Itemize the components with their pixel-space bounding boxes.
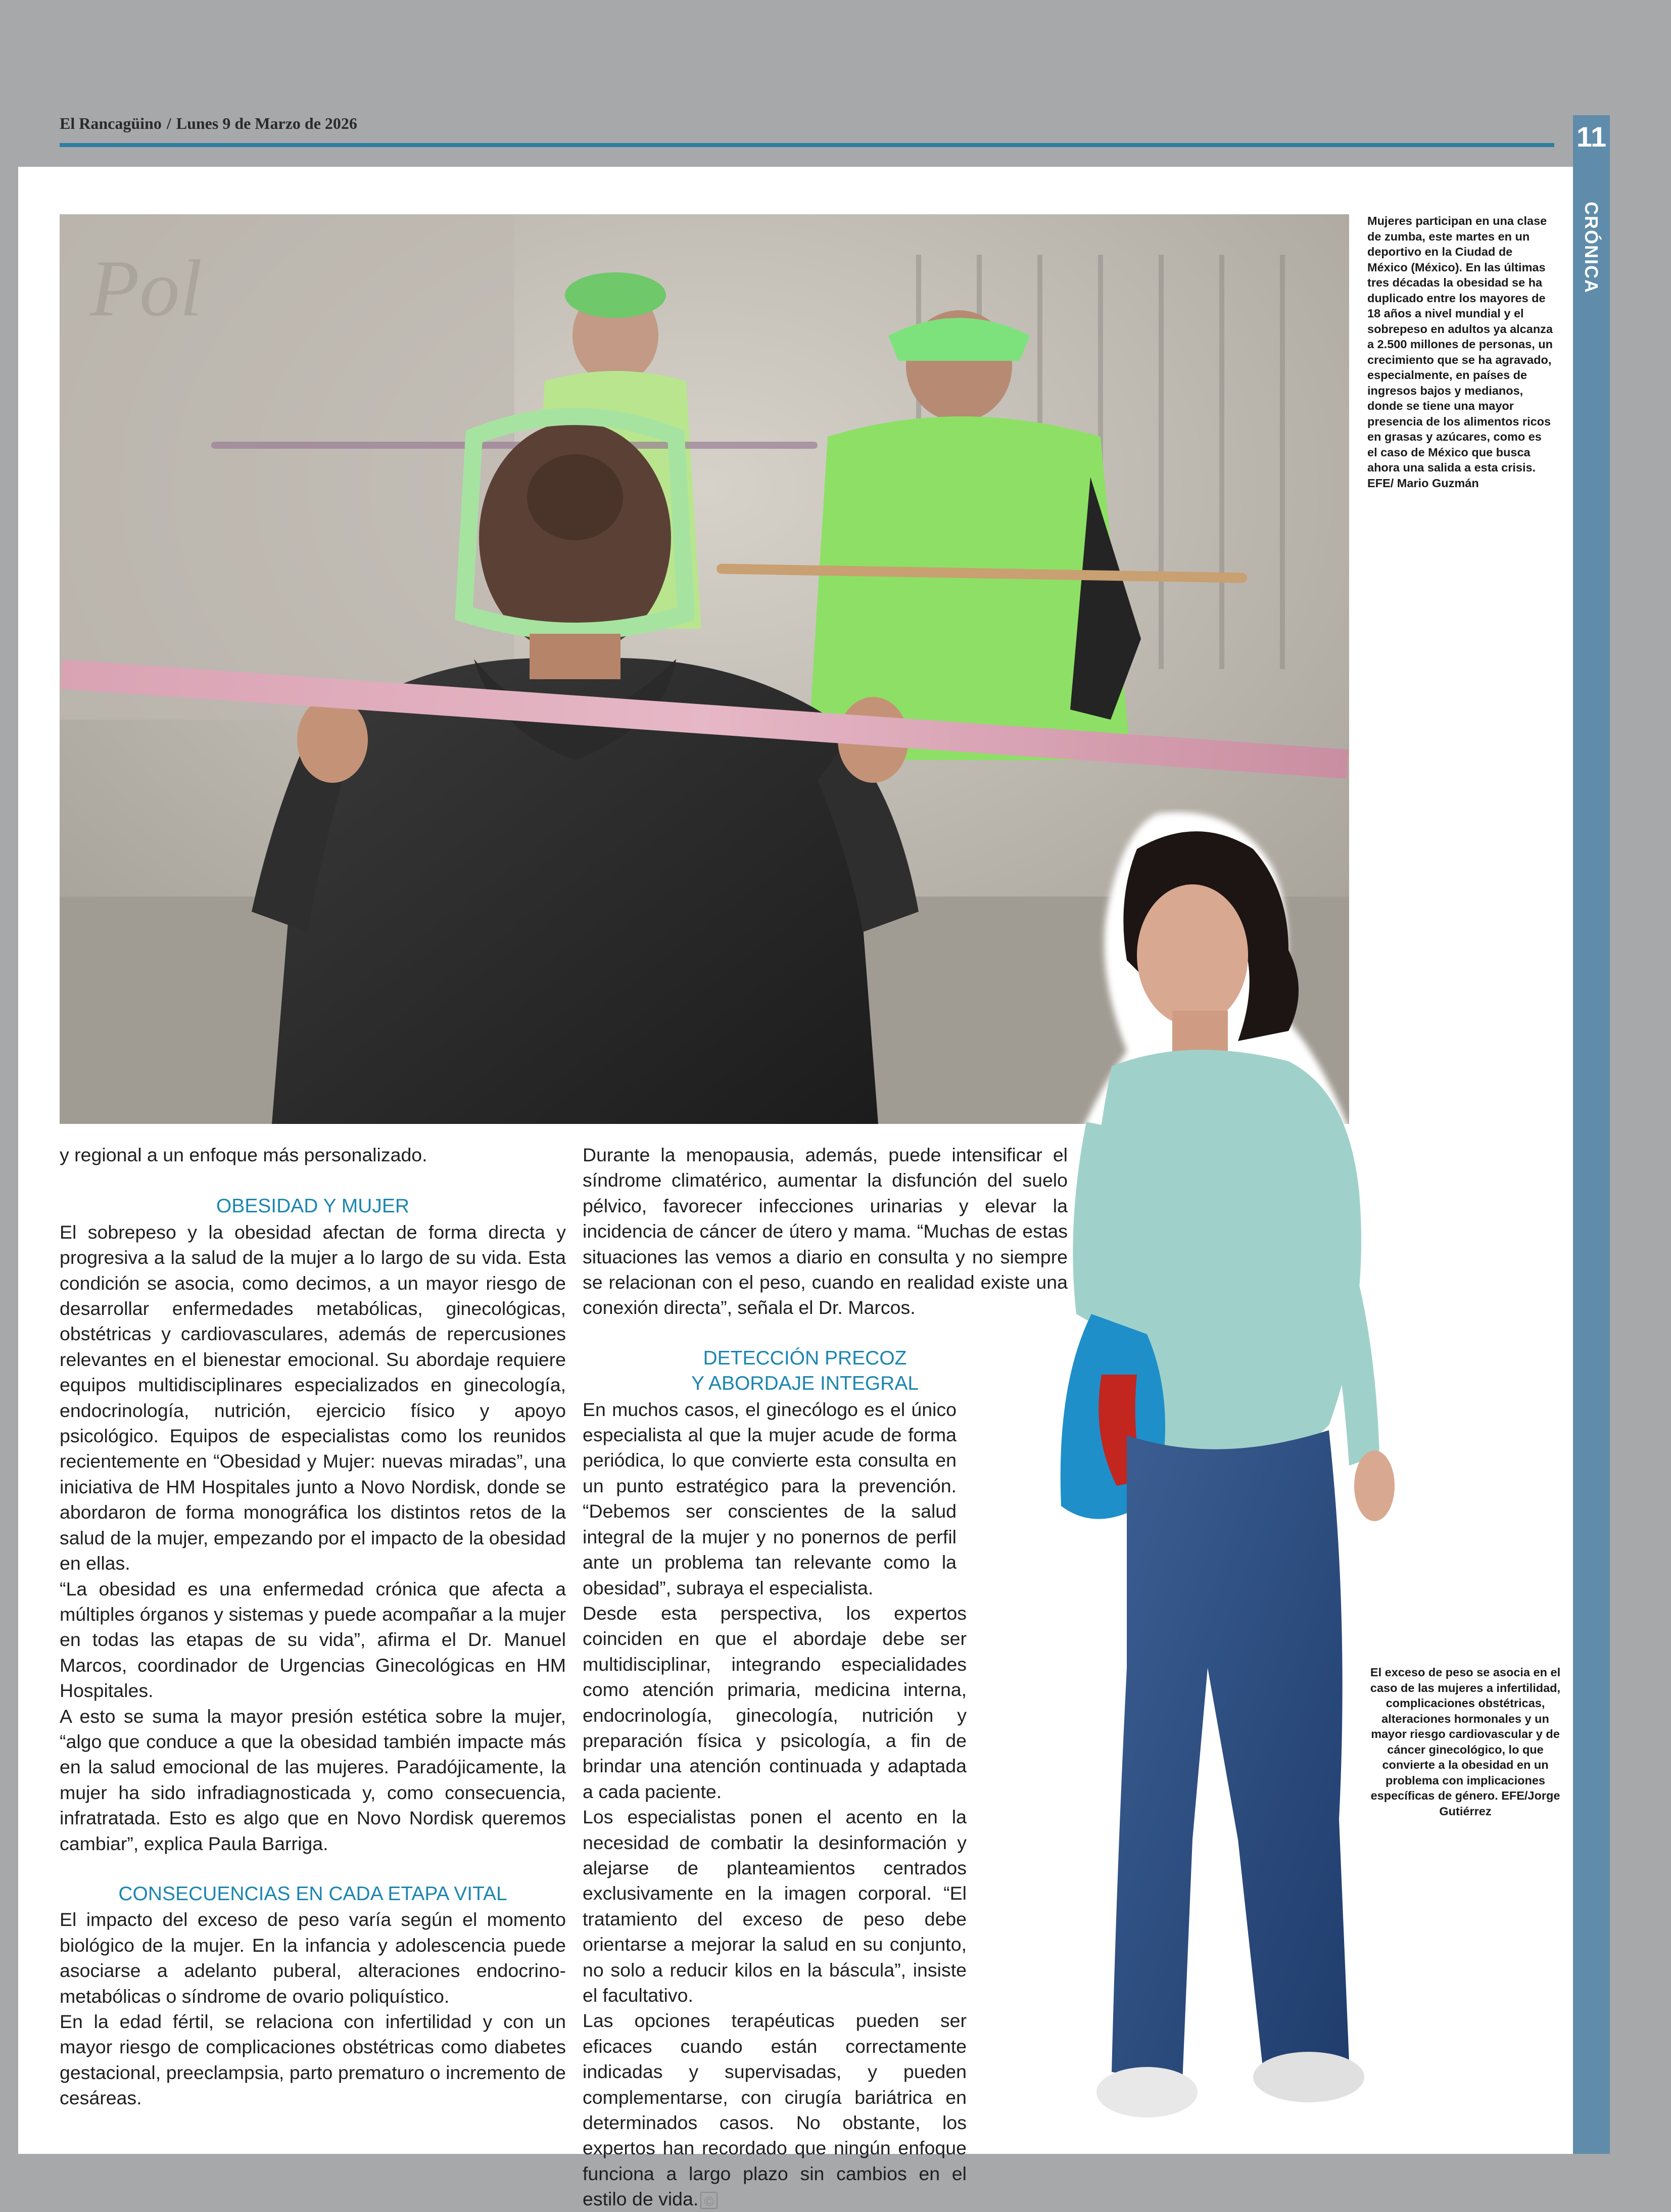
paragraph-9: Los especialistas ponen el acento en la necesidad de combatir la desinformación y alejarse de planteamientos centrados exclusivamente en la imagen corporal. “El tratamiento del exceso de peso debe orientarse a mejorar la salud en su conjunto, no solo a reducir kilos en la báscula”, insiste el facultativo. xyxy=(583,1806,967,2006)
caption-zumba: Mujeres participan en una clase de zumba, este martes en un deportivo en la Ciudad de México (México). En las últimas tres décadas la obesidad se ha duplicado entre los mayores de 18 años a nivel mundial y el sobrepeso en adultos ya alcanza a 2.500 millones de personas, un crecimiento que se ha agravado, especialmente, en países de ingresos bajos y medianos, donde se tiene una mayor presencia de los alimentos ricos en grasas y azúcares, como es el caso de México que busca ahora una salida a esta crisis. EFE/ Mario Guzmán xyxy=(1367,214,1553,490)
heading-deteccion-line-2: Y ABORDAJE INTEGRAL xyxy=(691,1373,919,1395)
heading-obesidad-mujer: OBESIDAD Y MUJER xyxy=(216,1195,410,1217)
paragraph-8: Desde esta perspectiva, los expertos coinciden en que el abordaje debe ser multidisciplinar, integrando especialidades como atención primaria, medicina interna, endocrinología, ginecología, nutrición y preparación física y psicología, a fin de brindar una atención continuada y adaptada a cada paciente. xyxy=(583,1602,967,1802)
paragraph-6: Durante la menopausia, además, puede intensificar el síndrome climatérico, aumentar la disfunción del suelo pélvico, favorecer infecciones urinarias y elevar la incidencia de cáncer de útero y mama. “Muchas de estas situaciones las vemos a diario en consulta y no siempre se relacionan con el peso, cuando en realidad existe una conexión directa”, señala el Dr. Marcos. xyxy=(583,1144,1068,1319)
column-1-lead: y regional a un enfoque más personalizado. xyxy=(60,1144,427,1165)
paragraph-10 xyxy=(583,2008,967,2211)
paragraph-7: En muchos casos, el ginecólogo es el único especialista al que la mujer acude de forma periódica, lo que convierte esta consulta en un punto estratégico para la prevención. “Debemos ser conscientes de la salud integral de la mujer y no ponernos de perfil ante un problema tan relevante como la obesidad”, subraya el especialista. xyxy=(583,1398,957,1598)
header-rule xyxy=(60,143,1554,147)
publication-name: El Rancagüino xyxy=(60,114,162,132)
end-mark-icon: © xyxy=(700,2192,718,2209)
section-tab xyxy=(1573,115,1610,2154)
section-label: CRÓNICA xyxy=(1581,202,1602,294)
caption-woman: El exceso de peso se asocia en el caso de las mujeres a infertilidad, complicaciones obstétricas, alteraciones hormonales y un mayor riesgo cardiovascular y de cáncer ginecológico, lo que convierte a la obesidad en un problema con implicaciones específicas de género. EFE/Jorge Gutiérrez xyxy=(1370,1666,1561,1818)
masthead-separator: / xyxy=(166,114,171,132)
paragraph-5: En la edad fértil, se relaciona con infertilidad y con un mayor riesgo de complicaciones obstétricas como diabetes gestacional, preeclampsia, parto prematuro o incremento de cesáreas. xyxy=(60,2011,566,2109)
article-column-2 xyxy=(583,1142,1089,2212)
paragraph-2: “La obesidad es una enfermedad crónica que afecta a múltiples órganos y sistemas y puede acompañar a la mujer en todas las etapas de su vida”, afirma el Dr. Manuel Marcos, coordinador de Urgencias Ginecológicas en HM Hospitales. xyxy=(60,1578,566,1702)
issue-date: Lunes 9 de Marzo de 2026 xyxy=(176,114,357,132)
heading-deteccion-line-1: DETECCIÓN PRECOZ xyxy=(703,1347,907,1369)
paragraph-10-text: Las opciones terapéuticas pueden ser eficaces cuando están correctamente indicadas y supervisadas, y pueden complementarse, con cirugía bariátrica en determinados casos. No obstante, los expertos han recordado que ningún enfoque funciona a largo plazo sin cambios en el estilo de vida. xyxy=(583,2010,967,2210)
paragraph-4: El impacto del exceso de peso varía según el momento biológico de la mujer. En la infancia y adolescencia puede asociarse a adelanto puberal, alteraciones endocrino-metabólicas o síndrome de ovario poliquístico. xyxy=(60,1909,566,2007)
article-column-1 xyxy=(60,1142,566,2111)
paragraph-1: El sobrepeso y la obesidad afectan de forma directa y progresiva a la salud de la mujer a lo largo de su vida. Esta condición se asocia, como decimos, a un mayor riesgo de desarrollar enfermedades metabólicas, ginecológicas, obstétricas y cardiovasculares, además de repercusiones relevantes en el bienestar emocional. Su abordaje requiere equipos multidisciplinares especializados en ginecología, endocrinología, nutrición, ejercicio físico y apoyo psicológico. Equipos de especialistas como los reunidos recientemente en “Obesidad y Mujer: nuevas miradas”, una iniciativa de HM Hospitales junto a Novo Nordisk, donde se abordaron de forma monográfica los distintos retos de la salud de la mujer, empezando por el impacto de la obesidad en ellas. xyxy=(60,1221,566,1574)
page-number: 11 xyxy=(1576,121,1607,153)
svg-text:Pol: Pol xyxy=(90,243,203,333)
heading-consecuencias: CONSECUENCIAS EN CADA ETAPA VITAL xyxy=(118,1882,507,1905)
paragraph-3: A esto se suma la mayor presión estética sobre la mujer, “algo que conduce a que la obesidad también impacte más en la salud emocional de las mujeres. Paradójicamente, la mujer ha sido infradiagnosticada y, como consecuencia, infratratada. Esto es algo que en Novo Nordisk queremos cambiar”, explica Paula Barriga. xyxy=(60,1705,566,1854)
masthead xyxy=(60,114,357,133)
